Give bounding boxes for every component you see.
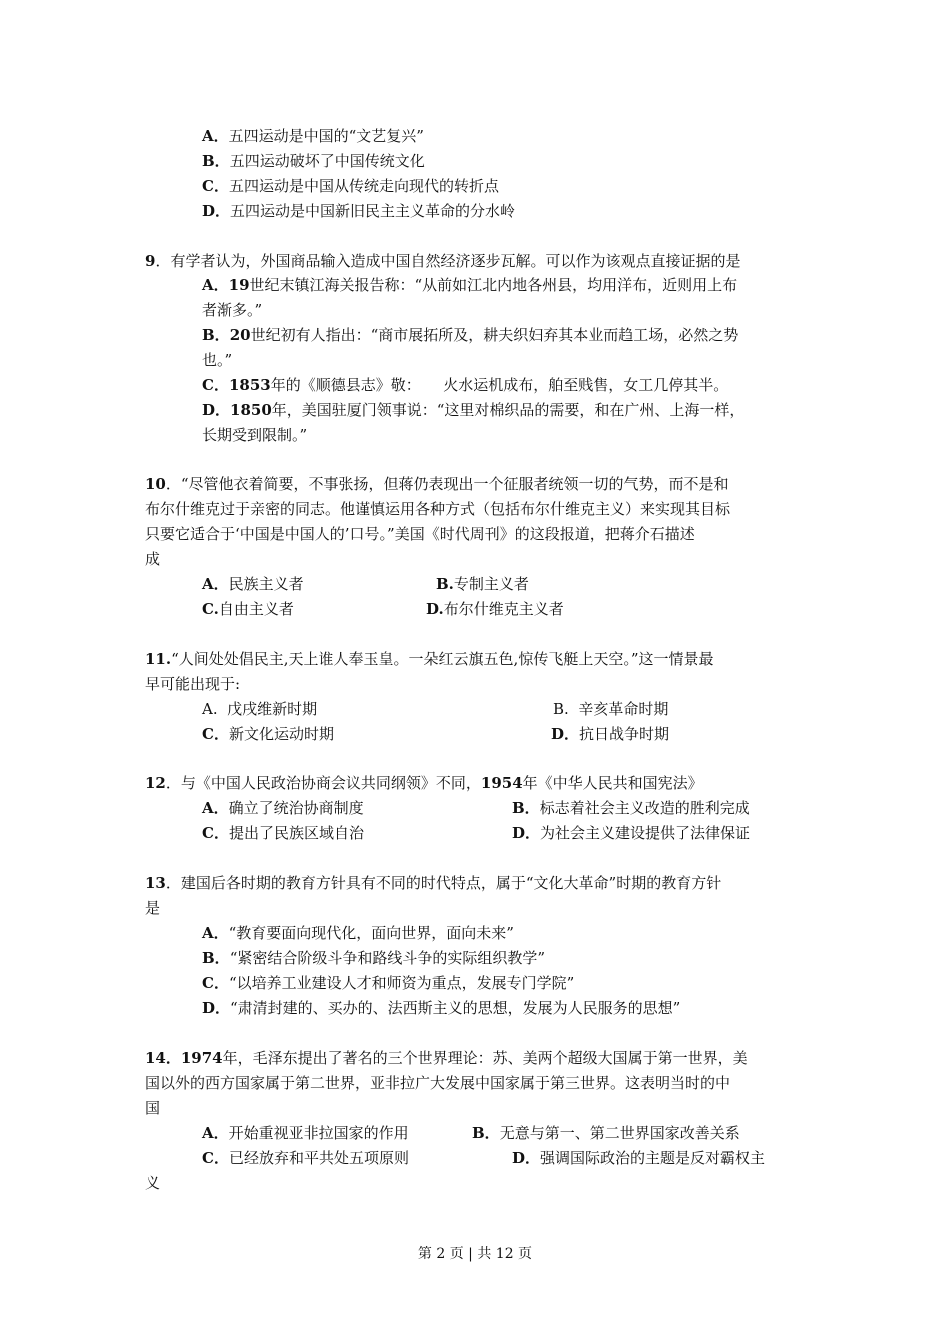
option-text: 自由主义者 — [218, 600, 294, 618]
q12-option-a — [202, 798, 364, 818]
option-label: B． — [472, 1124, 500, 1142]
q14-option-a — [202, 1123, 409, 1143]
option-label: B. — [436, 575, 454, 593]
q10-stem-line3: 只要它适合于‘中国是中国人的’口号。”美国《时代周刊》的这段报道，把蒋介石描述 — [145, 525, 695, 543]
option-text: 世纪初有人指出：“商市展拓所及，耕夫织妇弃其本业而趋工场，必然之势 — [250, 326, 739, 344]
q10-option-d — [426, 599, 564, 619]
option-text: 无意与第一、第二世界国家改善关系 — [499, 1124, 740, 1142]
q10-stem-line4: 成 — [145, 550, 161, 568]
option-text: 年的《顺德县志》敬： 火水运机成布，舶至贱售，女工几停其半。 — [270, 376, 729, 394]
question-number: 10 — [145, 475, 166, 493]
q14-stem-line3: 国 — [145, 1099, 161, 1117]
q11-option-d — [551, 724, 669, 744]
question-text: ．“尽管他衣着简要，不事张扬，但蒋仍表现出一个征服者统领一切的气势，而不是和 — [165, 475, 729, 493]
q11-option-b — [553, 699, 668, 719]
q14-option-b — [472, 1123, 740, 1143]
option-text: 五四运动是中国从传统走向现代的转折点 — [228, 177, 499, 195]
question-text: ．建国后各时期的教育方针具有不同的时代特点，属于“文化大革命”时期的教育方针 — [165, 874, 722, 892]
option-label: A． — [202, 127, 229, 145]
q8-option-b — [202, 151, 425, 171]
option-year: 1850 — [230, 401, 272, 419]
q11-option-a — [202, 699, 317, 719]
option-year: 1853 — [228, 376, 271, 394]
q12-option-b — [512, 798, 750, 818]
q13-option-c — [202, 973, 574, 993]
option-label: D． — [512, 1149, 541, 1167]
option-text: 五四运动破坏了中国传统文化 — [229, 152, 425, 170]
option-text: “肃清封建的、买办的、法西斯主义的思想，发展为人民服务的思想” — [230, 999, 681, 1017]
q11-stem — [145, 649, 714, 669]
option-label: B． — [202, 326, 230, 344]
question-number: 9 — [145, 252, 156, 270]
option-label: B． — [202, 152, 230, 170]
option-text: 布尔什维克主义者 — [443, 600, 564, 618]
q13-option-b — [202, 948, 545, 968]
question-text: 年，毛泽东提出了著名的三个世界理论：苏、美两个超级大国属于第一世界，美 — [222, 1049, 748, 1067]
q9-option-d — [202, 400, 744, 420]
option-text: 抗日战争时期 — [579, 725, 670, 743]
option-text: 标志着社会主义改造的胜利完成 — [539, 799, 750, 817]
question-year: 1954 — [480, 774, 523, 792]
q10-option-a — [202, 574, 304, 594]
q8-option-a — [202, 126, 424, 146]
q10-stem — [145, 474, 729, 494]
option-label: C． — [202, 974, 229, 992]
option-label: C． — [202, 1149, 229, 1167]
question-text: “人间处处倡民主,天上谁人奉玉皇。一朵红云旗五色,惊传飞艇上天空。”这一情景最 — [171, 650, 714, 668]
option-label: A． — [202, 799, 229, 817]
option-label: C． — [202, 177, 229, 195]
q13-option-a — [202, 923, 514, 943]
q8-option-d — [202, 201, 515, 221]
q8-option-c — [202, 176, 499, 196]
q13-stem — [145, 873, 721, 893]
option-year: 20 — [229, 326, 251, 344]
q10-option-c — [202, 599, 294, 619]
option-text: 五四运动是中国的“文艺复兴” — [228, 127, 424, 145]
option-label: A． — [202, 575, 229, 593]
option-label: A． — [202, 924, 229, 942]
option-text: 专制主义者 — [453, 575, 529, 593]
question-number: 14 — [145, 1049, 166, 1067]
option-label: D. — [426, 600, 444, 618]
option-text: 五四运动是中国新旧民主主义革命的分水岭 — [230, 202, 516, 220]
option-text: 开始重视亚非拉国家的作用 — [228, 1124, 409, 1142]
option-text: 新文化运动时期 — [228, 725, 334, 743]
option-label: A. — [202, 700, 218, 718]
option-label: A． — [202, 276, 229, 294]
q14-option-c — [202, 1148, 409, 1168]
question-year: ．1974 — [165, 1049, 223, 1067]
question-text-cont: 年《中华人民共和国宪法》 — [522, 774, 703, 792]
option-text: 已经放弃和平共处五项原则 — [228, 1149, 409, 1167]
option-text: “以培养工业建设人才和师资为重点，发展专门学院” — [228, 974, 575, 992]
q9-option-b — [202, 325, 738, 345]
option-text: 为社会主义建设提供了法律保证 — [540, 824, 751, 842]
question-number: 11. — [145, 650, 172, 668]
q11-option-c — [202, 724, 334, 744]
page-footer: 第 2 页 | 共 12 页 — [417, 1246, 533, 1262]
q14-option-d — [512, 1148, 765, 1168]
option-label: D． — [551, 725, 580, 743]
option-label: D． — [512, 824, 541, 842]
q13-stem-line2: 是 — [145, 899, 161, 917]
option-text: 民族主义者 — [228, 575, 304, 593]
option-label: A． — [202, 1124, 229, 1142]
q9-option-a — [202, 275, 737, 295]
option-text: 提出了民族区域自治 — [228, 824, 364, 842]
option-label: B． — [202, 949, 230, 967]
option-text: 世纪末镇江海关报告称：“从前如江北内地各州县，均用洋布，近则用上布 — [249, 276, 738, 294]
q9-option-d-cont: 长期受到限制。” — [202, 426, 308, 444]
q12-stem — [145, 773, 703, 793]
option-label: D． — [202, 999, 231, 1017]
option-label: D． — [202, 401, 231, 419]
q10-option-b — [436, 574, 529, 594]
q12-option-c — [202, 823, 364, 843]
q11-stem-line2: 早可能出现于: — [145, 675, 241, 693]
q14-option-d-cont: 义 — [145, 1174, 161, 1192]
option-text: 年，美国驻厦门领事说：“这里对棉织品的需要，和在广州、上海一样， — [271, 401, 745, 419]
question-text: ．与《中国人民政治协商会议共同纲领》不同， — [165, 774, 481, 792]
question-text: ．有学者认为，外国商品输入造成中国自然经济逐步瓦解。可以作为该观点直接证据的是 — [155, 252, 741, 270]
option-label: D． — [202, 202, 231, 220]
q9-option-b-cont: 也。” — [202, 351, 233, 369]
option-text: 辛亥革命时期 — [578, 700, 669, 718]
question-number: 13 — [145, 874, 166, 892]
q13-option-d — [202, 998, 680, 1018]
q9-option-c — [202, 375, 728, 395]
option-label: C. — [202, 600, 219, 618]
q14-stem-line2: 国以外的西方国家属于第二世界，亚非拉广大发展中国家属于第三世界。这表明当时的中 — [145, 1074, 731, 1092]
option-year: 19 — [228, 276, 250, 294]
question-number: 12 — [145, 774, 166, 792]
option-label: C． — [202, 824, 229, 842]
q14-stem — [145, 1048, 748, 1068]
option-text: 确立了统治协商制度 — [228, 799, 364, 817]
option-text: “紧密结合阶级斗争和路线斗争的实际组织教学” — [229, 949, 546, 967]
option-label: C． — [202, 376, 229, 394]
option-text: “教育要面向现代化，面向世界，面向未来” — [228, 924, 514, 942]
q10-stem-line2: 布尔什维克过于亲密的同志。他谨慎运用各种方式（包括布尔什维克主义）来实现其目标 — [145, 500, 731, 518]
option-label: C． — [202, 725, 229, 743]
option-label: B． — [512, 799, 540, 817]
q12-option-d — [512, 823, 750, 843]
option-text: 戊戌维新时期 — [227, 700, 318, 718]
option-text: 强调国际政治的主题是反对霸权主 — [540, 1149, 766, 1167]
q9-option-a-cont: 者渐多。” — [202, 301, 263, 319]
option-label: B. — [553, 700, 569, 718]
q9-stem — [145, 251, 740, 271]
